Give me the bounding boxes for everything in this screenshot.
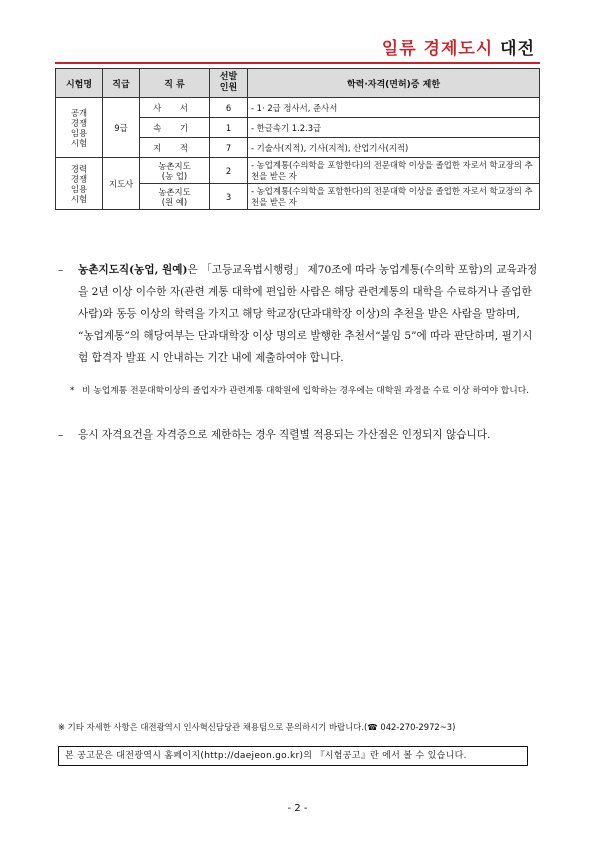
table-header-row [56,69,540,98]
header-req: 학력·자격(면허)증 제한 [248,69,540,98]
paragraph-bonus-points [58,424,538,446]
paragraph-text: 은 「고등교육법시행령」 제70조에 따라 농업계통(수의학 포함)의 교육과정을 2년 이상 이수한 자(관련 계통 대학에 편입한 사람은 해당 관련계통의 대학을 수료하거나 졸업한 사람)와 동등 이상의 학력을 가지고 해당 학교장(단과대학장 이상)의 추천을 받은 사람을 말하며, “농업계통”의 해당여부는 단과대학장 이상 명의로 발행한 추천서“붙임 5”에 따라 판단하며, 필기시험 합격자 발표 시 안내하는 기간 내에 제출하여야 합니다. [78,264,538,364]
req-cell: - 농업계통(수의학을 포함한다)의 전문대학 이상을 졸업한 자로서 학교장의 추천을 받은 자 [248,184,540,210]
req-cell: - 기술사(지적), 기사(지적), 산업기사(지적) [248,138,540,158]
num-cell: 3 [210,184,248,210]
num-cell: 1 [210,118,248,138]
job-cell: 농촌지도 (농 업) [140,158,210,184]
notice-box: 본 공고문은 대전광역시 홈페이지(http://daejeon.go.kr)의 『시험공고』란 에서 볼 수 있습니다. [58,746,528,766]
contact-note: ※ 기타 자세한 사항은 대전광역시 인사혁신담당관 채용팀으로 문의하시기 바랍니다.(☎ 042-270-2972~3) [58,722,456,732]
job-cell: 농촌지도 (원 예) [140,184,210,210]
note-non-agri [70,382,537,401]
num-cell: 6 [210,98,248,118]
header-grade: 직급 [103,69,140,98]
bullet-dash: – [58,264,64,276]
header-job: 직 류 [140,69,210,98]
page-number: - 2 - [287,803,308,814]
paragraph-rural-guidance [58,259,538,369]
table-row [56,158,540,184]
table-row [56,98,540,118]
req-cell: - 농업계통(수의학을 포함한다)의 전문대학 이상을 졸업한 자로서 학교장의 추천을 받은 자 [248,158,540,184]
qualification-table [55,68,540,210]
req-cell: - 한글속기 1.2.3급 [248,118,540,138]
req-cell: - 1· 2급 정사서, 준사서 [248,98,540,118]
bullet-dash: – [58,429,64,441]
num-cell: 2 [210,158,248,184]
header-num: 선발 인원 [210,69,248,98]
paragraph-bold-term: 농촌지도직(농업, 원예) [78,264,188,276]
brand-slogan [382,34,535,59]
job-cell: 속 기 [140,118,210,138]
note-text: 비 농업계통 전문대학이상의 졸업자가 관련계통 대학원에 입학하는 경우에는 대학원 과정을 수료 이상 하여야 합니다. [82,386,530,396]
exam-name-career: 경력 경쟁 임용 시험 [56,158,103,210]
grade-open: 9급 [103,98,140,158]
exam-name-open: 공개 경쟁 임용 시험 [56,98,103,158]
header-rule [55,62,540,64]
num-cell: 7 [210,138,248,158]
grade-career: 지도사 [103,158,140,210]
job-cell: 지 적 [140,138,210,158]
brand-slogan-part1: 일류 경제도시 [381,39,501,59]
header-exam: 시험명 [56,69,103,98]
job-cell: 사 서 [140,98,210,118]
paragraph-text: 응시 자격요건을 자격증으로 제한하는 경우 직렬별 적용되는 가산점은 인정되지 않습니다. [78,429,491,441]
asterisk-marker: * [70,386,75,396]
brand-slogan-part2: 대전 [500,39,535,59]
